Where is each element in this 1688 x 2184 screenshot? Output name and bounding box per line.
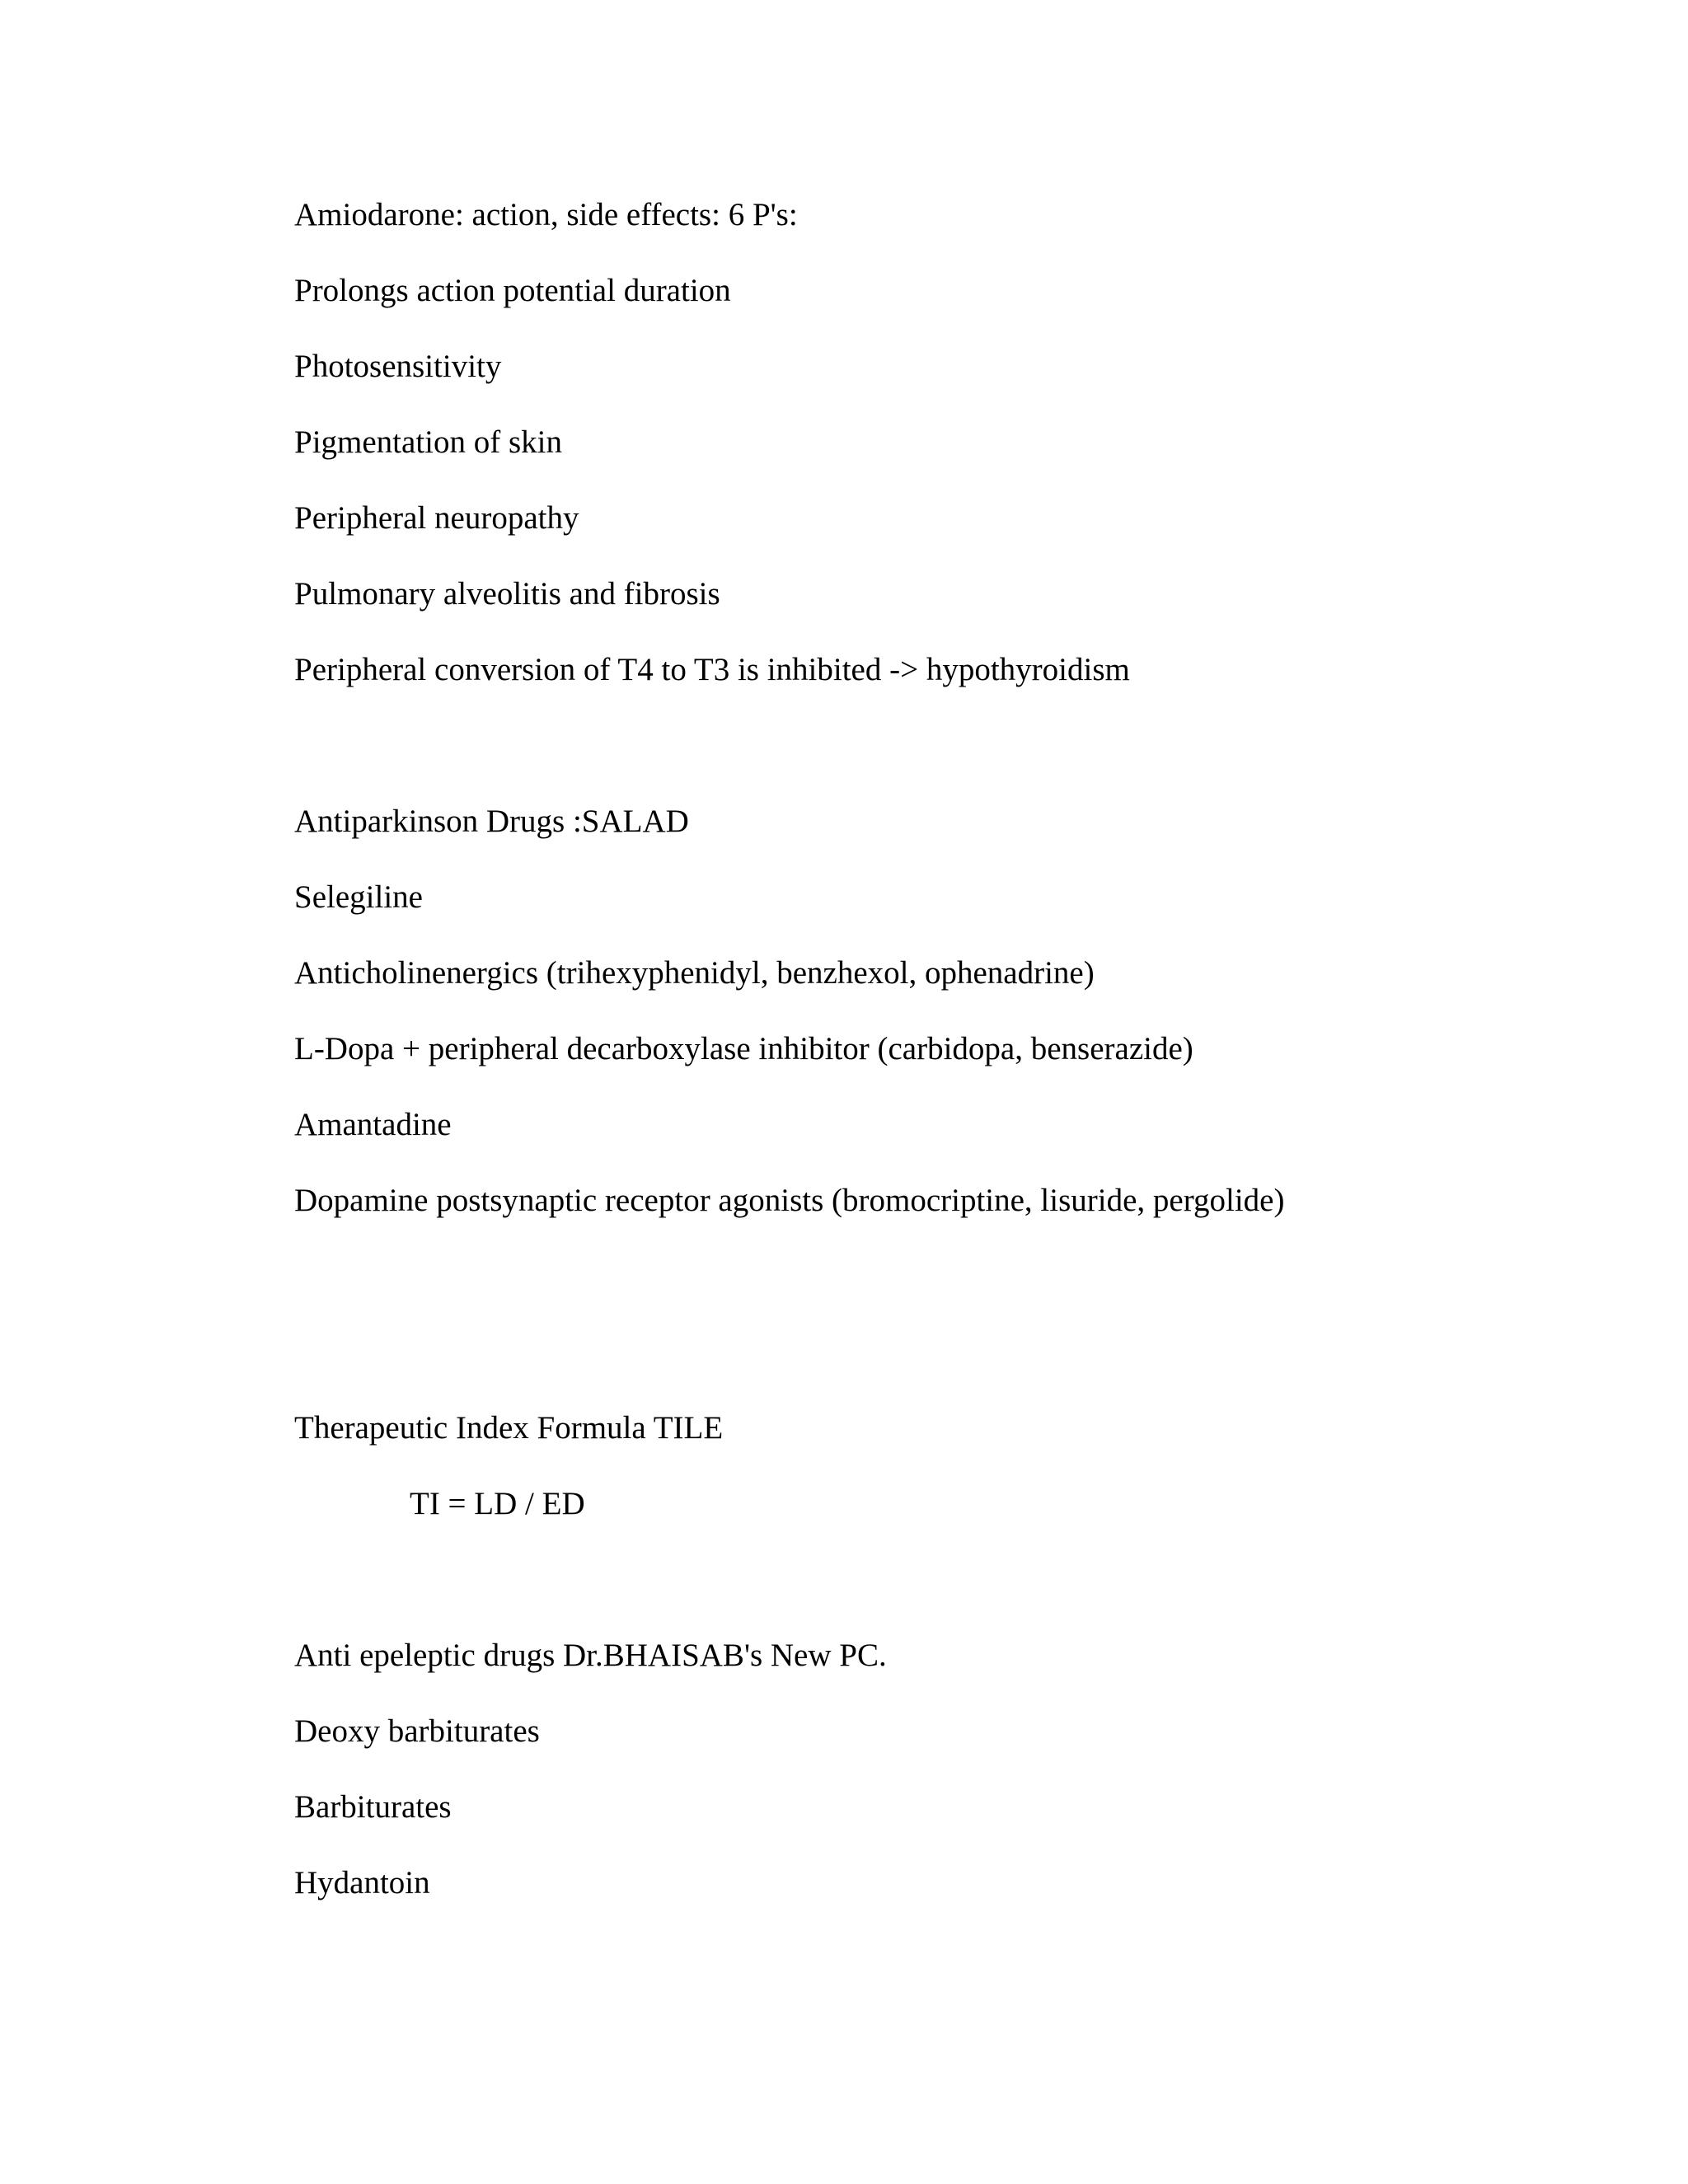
antiepileptic-item-2: Barbiturates [294, 1789, 452, 1825]
antiparkinson-item-4: Amantadine [294, 1107, 452, 1142]
antiepileptic-item-3: Hydantoin [294, 1865, 430, 1900]
therapeutic-index-heading: Therapeutic Index Formula TILE [294, 1410, 724, 1446]
antiparkinson-item-3: L-Dopa + peripheral decarboxylase inhibitor (carbidopa, benserazide) [294, 1031, 1193, 1066]
antiparkinson-heading: Antiparkinson Drugs :SALAD [294, 804, 689, 839]
antiparkinson-item-2: Anticholinenergics (trihexyphenidyl, benzhexol, ophenadrine) [294, 955, 1095, 991]
antiparkinson-item-1: Selegiline [294, 879, 423, 915]
amiodarone-item-6: Peripheral conversion of T4 to T3 is inhibited -> hypothyroidism [294, 652, 1130, 687]
amiodarone-item-4: Peripheral neuropathy [294, 500, 579, 536]
antiepileptic-item-1: Deoxy barbiturates [294, 1713, 540, 1749]
antiparkinson-item-5: Dopamine postsynaptic receptor agonists (bromocriptine, lisuride, pergolide) [294, 1183, 1285, 1218]
amiodarone-item-2: Photosensitivity [294, 349, 502, 384]
therapeutic-index-formula: TI = LD / ED [410, 1486, 585, 1521]
amiodarone-heading: Amiodarone: action, side effects: 6 P's: [294, 197, 798, 232]
amiodarone-item-5: Pulmonary alveolitis and fibrosis [294, 576, 720, 612]
amiodarone-item-1: Prolongs action potential duration [294, 273, 731, 308]
amiodarone-item-3: Pigmentation of skin [294, 424, 562, 460]
antiepileptic-heading: Anti epeleptic drugs Dr.BHAISAB's New PC. [294, 1638, 887, 1673]
